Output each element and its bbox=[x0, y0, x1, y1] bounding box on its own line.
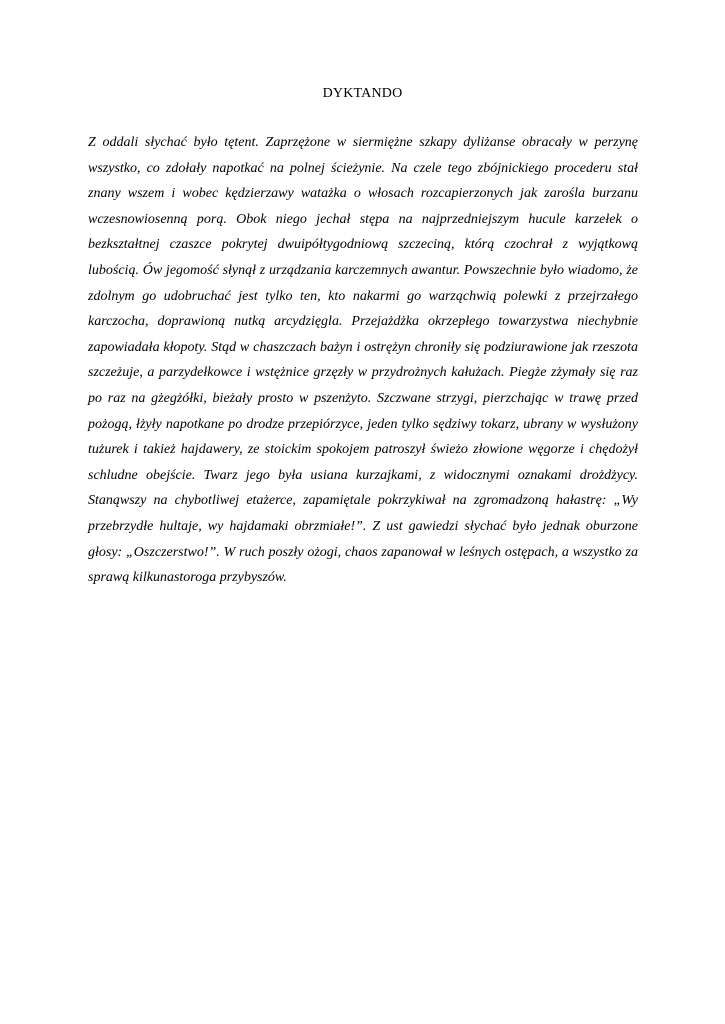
document-title: DYKTANDO bbox=[322, 86, 403, 101]
dictation-paragraph: Z oddali słychać było tętent. Zaprzężone w siermiężne szkapy dyliżanse obracały w perzynę wszystko, co zdołały napotkać na polnej ścieżynie. Na czele tego zbójnickiego procederu stał znany wszem i wobec kędzierzawy watażka o włosach rozcapierzonych jak zarośla burzanu wczesnowiosenną porą. Obok niego jechał stępa na najprzedniejszym hucule karzełek o bezkształtnej czaszce pokrytej dwuipółtygodniową szczeciną, którą czochrał z wyjątkową lubością. Ów jegomość słynął z urządzania karczemnych awantur. Powszechnie było wiadomo, że zdolnym go udobruchać jest tylko ten, kto nakarmi go warząchwią polewki z przejrzałego karczocha, doprawioną nutką arcydzięgla. Przejażdżka okrzepłego towarzystwa niechybnie zapowiadała kłopoty. Stąd w chaszczach bażyn i ostrężyn chroniły się podziurawione jak rzeszota szczeżuje, a parzydełkowce i wstężnice grzęzły w przydrożnych kałużach. Piegże zżymały się raz po raz na gżegżółki, bieżały prosto w pszenżyto. Szczwane strzygi, pierzchając w trawę przed pożogą, łżyły napotkane po drodze przepiórzyce, jeden tylko sędziwy tokarz, ubrany w wysłużony tużurek i takież hajdawery, ze stoickim spokojem patroszył świeżo złowione węgorze i chędożył schludne obejście. Twarz jego była usiana kurzajkami, z widocznymi oznakami drożdżycy. Stanąwszy na chybotliwej etażerce, zapamiętale pokrzykiwał na zgromadzoną hałastrę: „Wy przebrzydłe hultaje, wy hajdamaki obrzmiałe!”. Z ust gawiedzi słychać było jednak oburzone głosy: „Oszczerstwo!”. W ruch poszły ożogi, chaos zapanował w leśnych ostępach, a wszystko za sprawą kilkunastoroga przybyszów. bbox=[88, 135, 638, 586]
